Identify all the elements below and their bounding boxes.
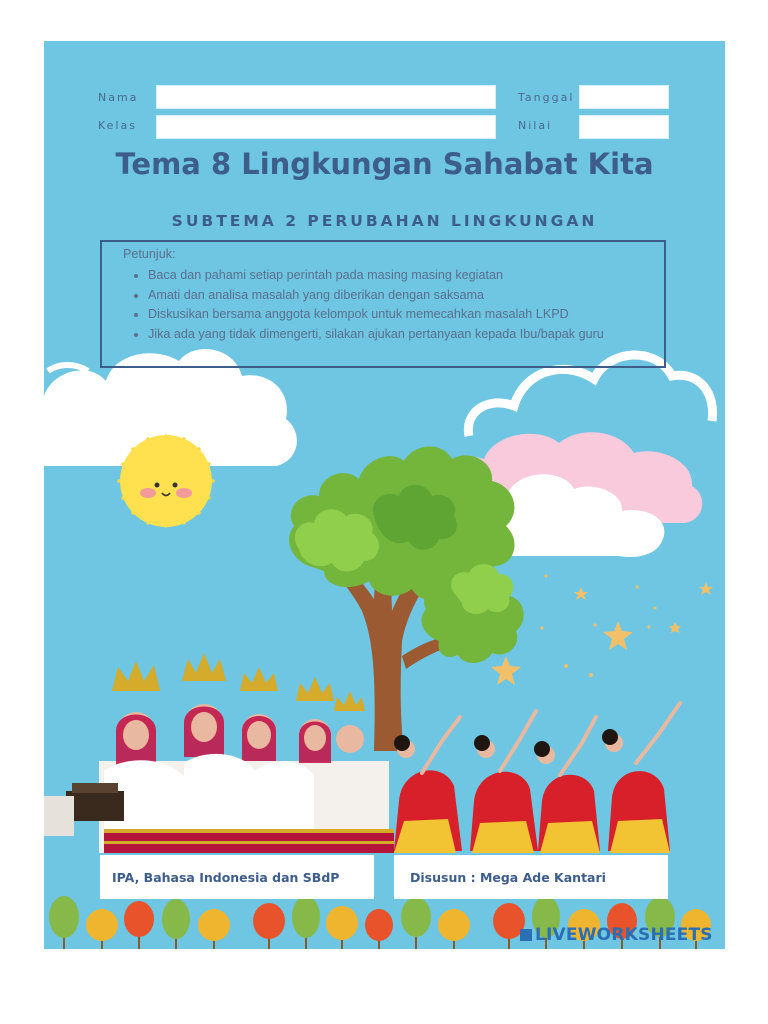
instruction-item: • Diskusikan bersama anggota kelompok untuk memecahkan masalah LKPD: [148, 305, 650, 325]
watermark-text: LIVEWORKSHEETS: [535, 925, 713, 945]
page-subtitle: SUBTEMA 2 PERUBAHAN LINGKUNGAN: [171, 212, 598, 230]
kelas-label: Kelas: [98, 119, 137, 132]
subjects-label: IPA, Bahasa Indonesia dan SBdP: [100, 855, 374, 899]
dancers-right-illustration: [394, 703, 680, 853]
tanggal-label: Tanggal: [518, 91, 575, 104]
instructions-heading: Petunjuk:: [123, 247, 176, 261]
dancers-left-illustration: [44, 653, 394, 853]
instructions-box: [100, 240, 666, 368]
sun-illustration: [119, 435, 213, 527]
liveworksheets-watermark[interactable]: [520, 925, 713, 945]
liveworksheets-logo-icon: [520, 929, 532, 941]
worksheet-cover: [44, 41, 725, 949]
cover-illustration: [44, 41, 725, 949]
nilai-label: Nilai: [518, 119, 553, 132]
page-title: Tema 8 Lingkungan Sahabat Kita: [115, 147, 654, 181]
instruction-item: • Jika ada yang tidak dimengerti, silakan ajukan pertanyaan kepada Ibu/bapak guru: [148, 325, 650, 345]
instruction-item: • Amati dan analisa masalah yang diberikan dengan saksama: [148, 286, 650, 306]
instructions-list: [134, 266, 650, 344]
instruction-item: • Baca dan pahami setiap perintah pada masing masing kegiatan: [148, 266, 650, 286]
author-label: Disusun : Mega Ade Kantari: [394, 855, 668, 899]
nama-label: Nama: [98, 91, 139, 104]
tree-illustration: [289, 446, 524, 751]
